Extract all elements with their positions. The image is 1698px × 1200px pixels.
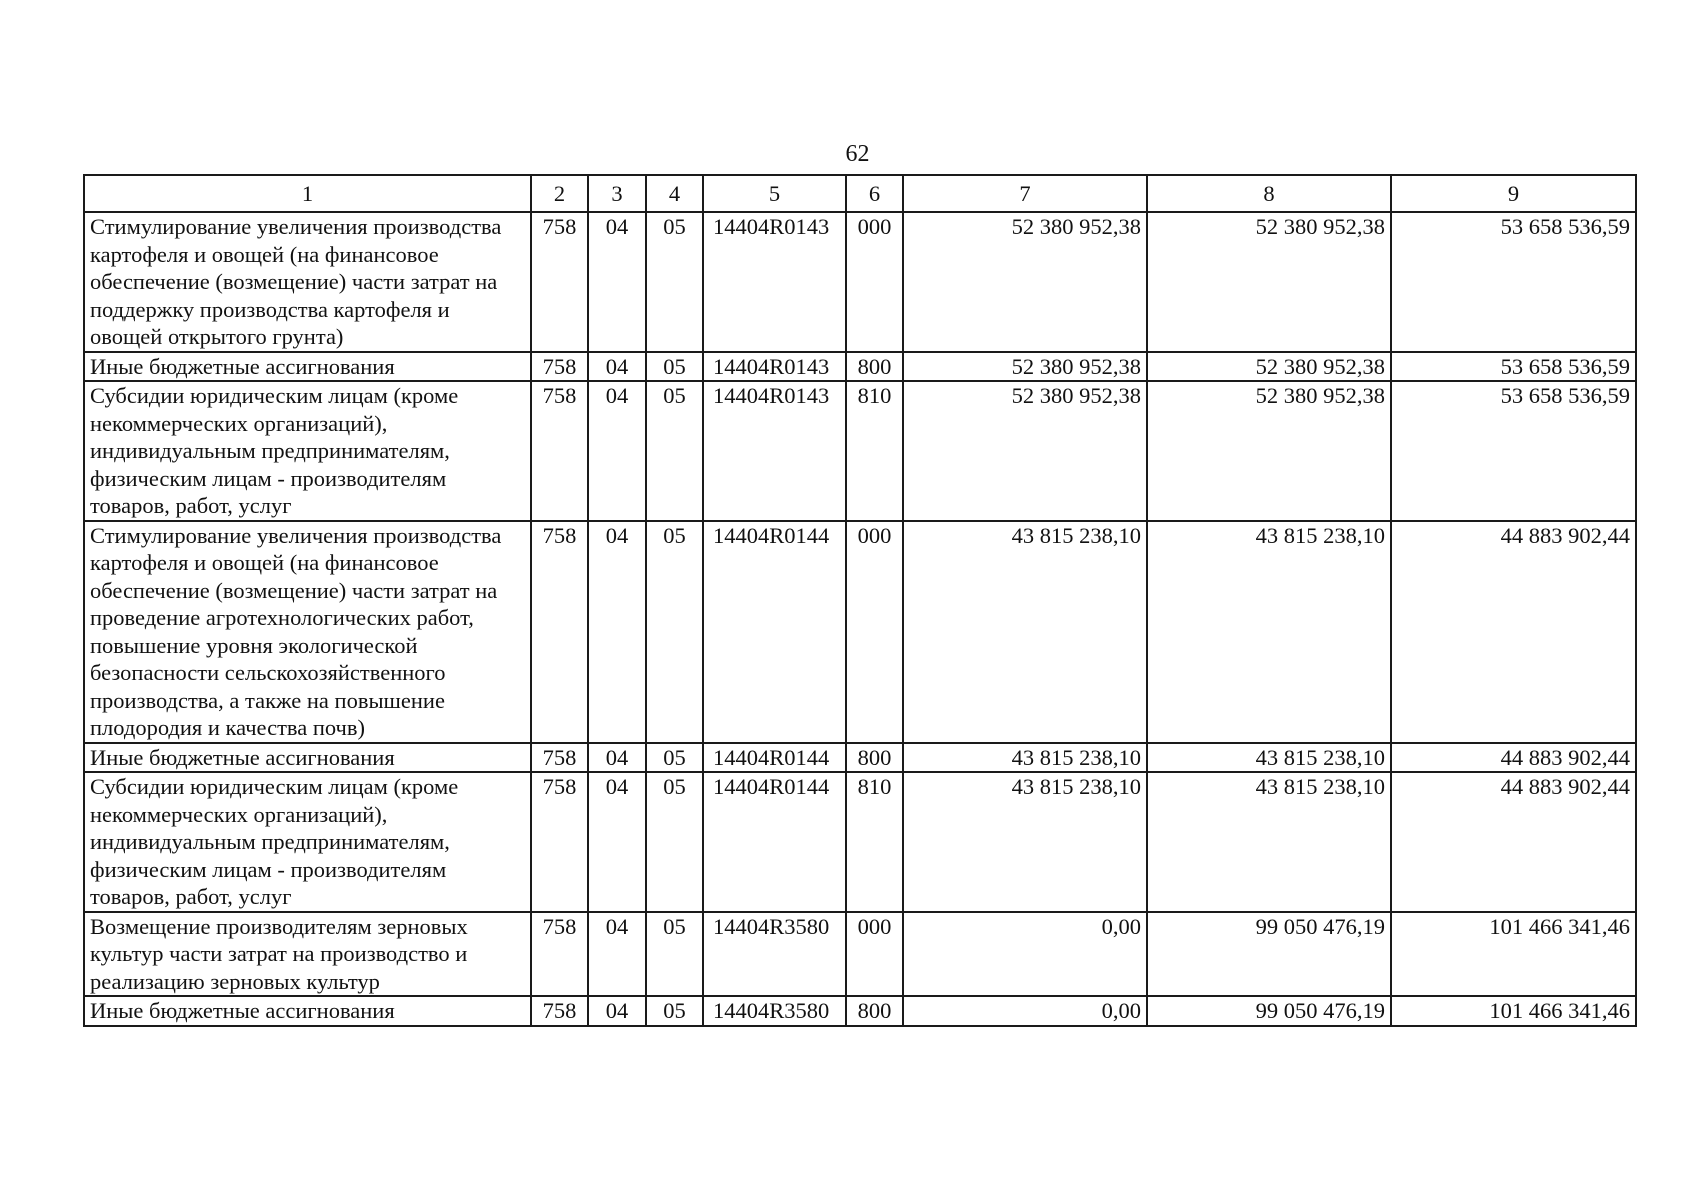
- amount-col7: 52 380 952,38: [903, 352, 1147, 382]
- amount-col9: 53 658 536,59: [1391, 381, 1636, 521]
- subsection-code: 05: [646, 912, 703, 997]
- header-row: [84, 175, 1636, 212]
- subsection-code: 05: [646, 772, 703, 912]
- budget-table: [83, 174, 1637, 1027]
- section-code: 04: [588, 912, 646, 997]
- expense-type-code: 000: [846, 912, 903, 997]
- subsection-code: 05: [646, 212, 703, 352]
- item-name: Иные бюджетные ассигнования: [84, 996, 531, 1026]
- table-row: [84, 996, 1636, 1026]
- section-code: 04: [588, 521, 646, 743]
- amount-col8: 52 380 952,38: [1147, 212, 1391, 352]
- amount-col9: 53 658 536,59: [1391, 352, 1636, 382]
- amount-col8: 99 050 476,19: [1147, 996, 1391, 1026]
- target-article-code: 14404R3580: [703, 996, 846, 1026]
- amount-col7: 0,00: [903, 996, 1147, 1026]
- ministry-code: 758: [531, 381, 588, 521]
- amount-col7: 52 380 952,38: [903, 212, 1147, 352]
- table-row: [84, 352, 1636, 382]
- expense-type-code: 800: [846, 743, 903, 773]
- ministry-code: 758: [531, 352, 588, 382]
- amount-col8: 43 815 238,10: [1147, 521, 1391, 743]
- column-header: 2: [531, 175, 588, 212]
- amount-col9: 101 466 341,46: [1391, 912, 1636, 997]
- expense-type-code: 800: [846, 352, 903, 382]
- amount-col8: 43 815 238,10: [1147, 743, 1391, 773]
- section-code: 04: [588, 352, 646, 382]
- column-header: 3: [588, 175, 646, 212]
- table-row: [84, 381, 1636, 521]
- item-name: Субсидии юридическим лицам (кроме некоммерческих организаций), индивидуальным предпринимателям, физическим лицам - производителям товаров, работ, услуг: [84, 772, 531, 912]
- ministry-code: 758: [531, 996, 588, 1026]
- table-row: [84, 772, 1636, 912]
- column-header: 7: [903, 175, 1147, 212]
- target-article-code: 14404R0144: [703, 772, 846, 912]
- ministry-code: 758: [531, 912, 588, 997]
- target-article-code: 14404R0143: [703, 212, 846, 352]
- amount-col7: 43 815 238,10: [903, 772, 1147, 912]
- amount-col8: 52 380 952,38: [1147, 352, 1391, 382]
- amount-col7: 43 815 238,10: [903, 743, 1147, 773]
- ministry-code: 758: [531, 743, 588, 773]
- subsection-code: 05: [646, 381, 703, 521]
- item-name: Иные бюджетные ассигнования: [84, 743, 531, 773]
- target-article-code: 14404R0144: [703, 521, 846, 743]
- expense-type-code: 810: [846, 772, 903, 912]
- target-article-code: 14404R0144: [703, 743, 846, 773]
- expense-type-code: 000: [846, 212, 903, 352]
- expense-type-code: 810: [846, 381, 903, 521]
- amount-col9: 44 883 902,44: [1391, 521, 1636, 743]
- amount-col9: 53 658 536,59: [1391, 212, 1636, 352]
- amount-col8: 43 815 238,10: [1147, 772, 1391, 912]
- expense-type-code: 000: [846, 521, 903, 743]
- section-code: 04: [588, 772, 646, 912]
- section-code: 04: [588, 212, 646, 352]
- subsection-code: 05: [646, 996, 703, 1026]
- section-code: 04: [588, 381, 646, 521]
- table-row: [84, 743, 1636, 773]
- item-name: Стимулирование увеличения производства картофеля и овощей (на финансовое обеспечение (возмещение) части затрат на поддержку производства картофеля и овощей открытого грунта): [84, 212, 531, 352]
- column-header: 5: [703, 175, 846, 212]
- section-code: 04: [588, 743, 646, 773]
- amount-col9: 44 883 902,44: [1391, 743, 1636, 773]
- amount-col7: 52 380 952,38: [903, 381, 1147, 521]
- column-header: 9: [1391, 175, 1636, 212]
- ministry-code: 758: [531, 772, 588, 912]
- amount-col7: 0,00: [903, 912, 1147, 997]
- ministry-code: 758: [531, 521, 588, 743]
- target-article-code: 14404R0143: [703, 352, 846, 382]
- column-header: 8: [1147, 175, 1391, 212]
- section-code: 04: [588, 996, 646, 1026]
- page-number: 62: [845, 141, 870, 167]
- target-article-code: 14404R3580: [703, 912, 846, 997]
- table-row: [84, 521, 1636, 743]
- table-row: [84, 912, 1636, 997]
- amount-col9: 44 883 902,44: [1391, 772, 1636, 912]
- subsection-code: 05: [646, 521, 703, 743]
- table-row: [84, 212, 1636, 352]
- amount-col7: 43 815 238,10: [903, 521, 1147, 743]
- amount-col8: 99 050 476,19: [1147, 912, 1391, 997]
- item-name: Стимулирование увеличения производства картофеля и овощей (на финансовое обеспечение (возмещение) части затрат на проведение агротехнологических работ, повышение уровня экологической безопасности сельскохозяйственного производства, а также на повышение плодородия и качества почв): [84, 521, 531, 743]
- column-header: 1: [84, 175, 531, 212]
- subsection-code: 05: [646, 352, 703, 382]
- column-header: 6: [846, 175, 903, 212]
- expense-type-code: 800: [846, 996, 903, 1026]
- item-name: Возмещение производителям зерновых культур части затрат на производство и реализацию зерновых культур: [84, 912, 531, 997]
- item-name: Субсидии юридическим лицам (кроме некоммерческих организаций), индивидуальным предпринимателям, физическим лицам - производителям товаров, работ, услуг: [84, 381, 531, 521]
- subsection-code: 05: [646, 743, 703, 773]
- column-header: 4: [646, 175, 703, 212]
- amount-col9: 101 466 341,46: [1391, 996, 1636, 1026]
- amount-col8: 52 380 952,38: [1147, 381, 1391, 521]
- ministry-code: 758: [531, 212, 588, 352]
- item-name: Иные бюджетные ассигнования: [84, 352, 531, 382]
- target-article-code: 14404R0143: [703, 381, 846, 521]
